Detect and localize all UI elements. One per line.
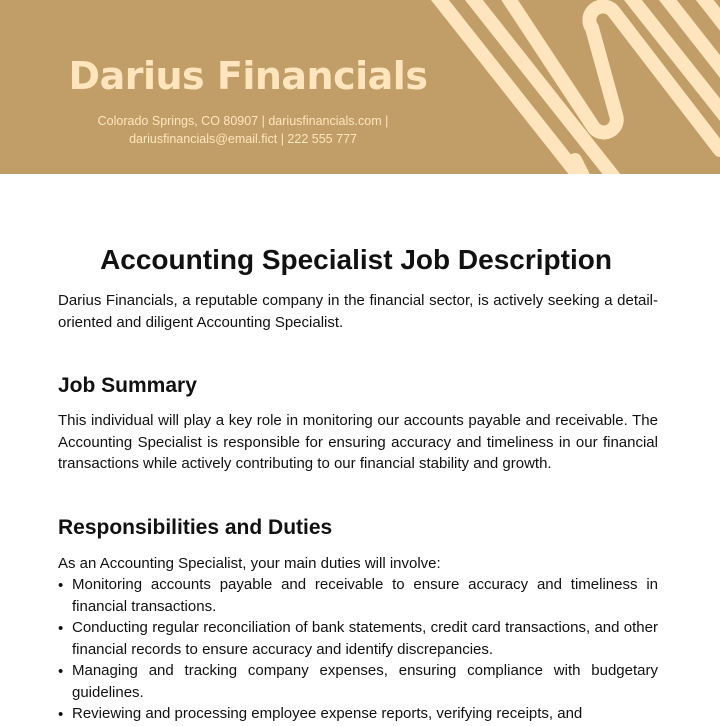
list-item: • Reviewing and processing employee expense reports, verifying receipts, and — [58, 703, 658, 725]
list-item: • Monitoring accounts payable and receivable to ensure accuracy and timeliness in financial transactions. — [58, 574, 658, 617]
document-title: Accounting Specialist Job Description — [100, 244, 612, 275]
section-heading-responsibilities: Responsibilities and Duties — [58, 515, 333, 539]
responsibilities-intro: As an Accounting Specialist, your main duties will involve: — [58, 554, 441, 572]
contact-line-2: dariusfinancials@email.fict | 222 555 777 — [129, 132, 357, 146]
intro-paragraph: Darius Financials, a reputable company in the financial sector, is actively seeking a detail-oriented and diligent Accounting Specialist. — [58, 292, 658, 331]
job-summary-text: This individual will play a key role in monitoring our accounts payable and receivable. The Accounting Specialist is responsible for ensuring accuracy and timeliness in our financial transactions while actively contributing to our financial stability and growth. — [58, 412, 658, 472]
document-body — [0, 242, 720, 725]
contact-line-1: Colorado Springs, CO 80907 | dariusfinancials.com | — [97, 114, 389, 128]
section-heading-job-summary: Job Summary — [58, 374, 197, 397]
company-name: Darius Financials — [68, 54, 428, 98]
letterhead — [0, 0, 720, 174]
list-item: • Managing and tracking company expenses, ensuring compliance with budgetary guidelines. — [58, 660, 658, 703]
list-item: • Conducting regular reconciliation of bank statements, credit card transactions, and other financial records to ensure accuracy and identify discrepancies. — [58, 617, 658, 660]
contact-info — [0, 112, 486, 148]
duties-list — [58, 574, 658, 725]
